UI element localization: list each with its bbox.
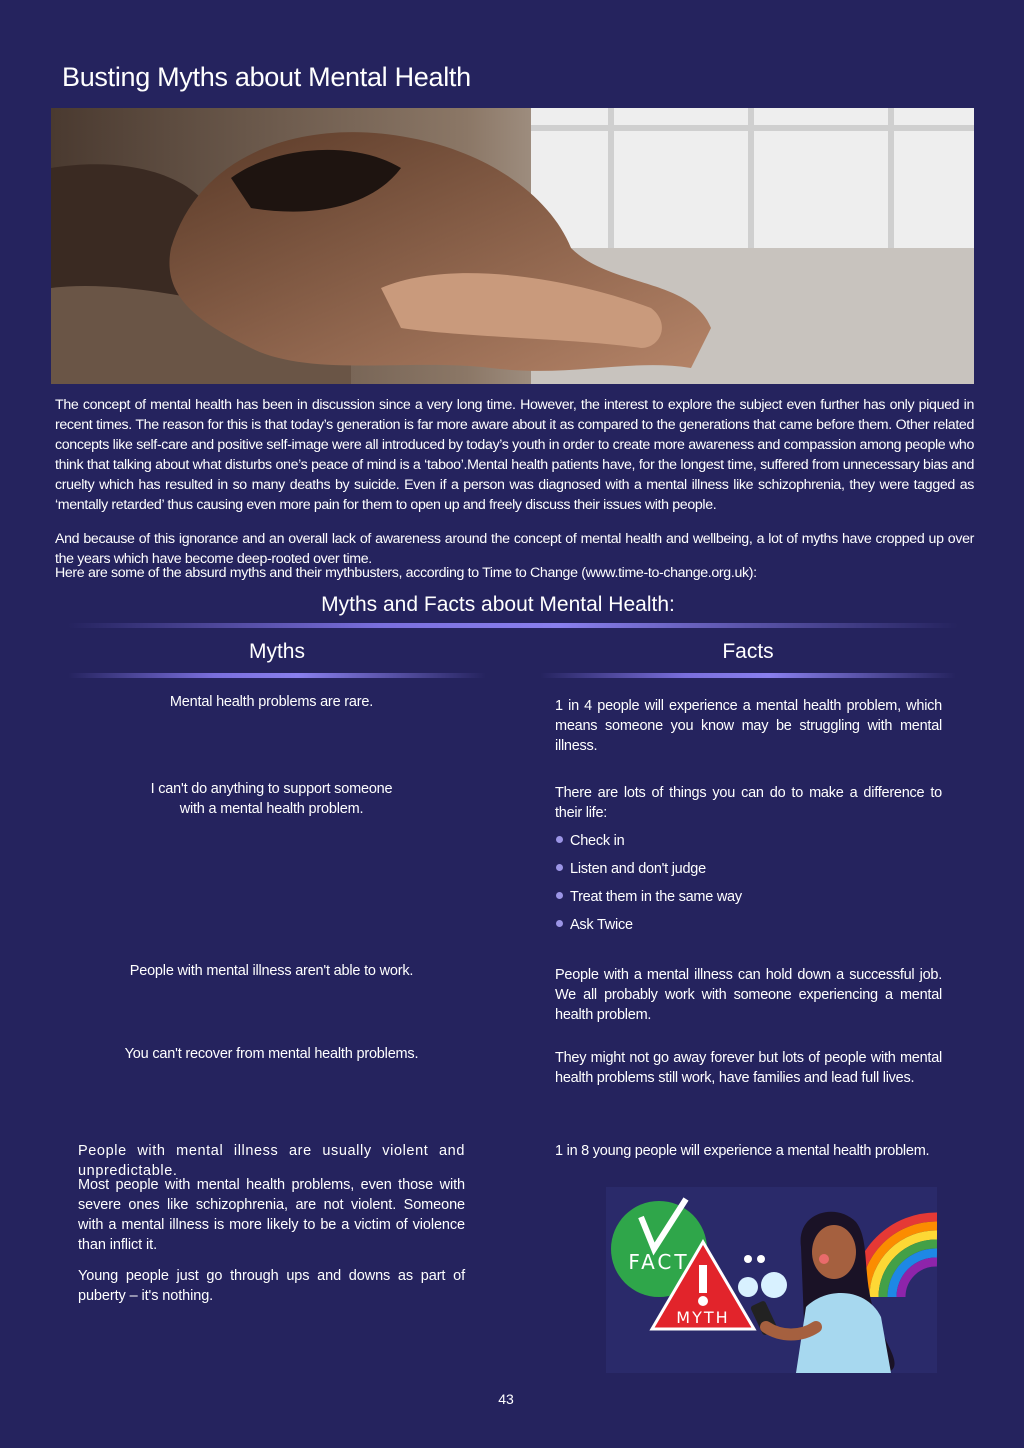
fact-text: 1 in 8 young people will experience a mental health problem.	[555, 1143, 930, 1159]
facts-header: Facts	[722, 640, 774, 663]
distressed-man-photo	[51, 108, 974, 384]
myth-text: People with mental illness are usually violent and unpredictable.	[78, 1143, 465, 1179]
section-title: Myths and Facts about Mental Health:	[321, 593, 675, 616]
intro-paragraph-3: Here are some of the absurd myths and their mythbusters, according to Time to Change (www.time-to-change.org.uk):	[55, 565, 757, 581]
myth-label: MYTH	[676, 1308, 730, 1327]
bullet-item: Listen and don't judge	[556, 859, 706, 879]
myth-text: with a mental health problem.	[179, 801, 364, 817]
fact-text: They might not go away forever but lots of people with mental health problems still work, have families and lead full lives.	[555, 1050, 942, 1086]
section-divider	[68, 623, 958, 628]
violence-fact-text: Most people with mental health problems, even those with severe ones like schizophrenia, are not violent. Someone with a mental illness is more likely to be a victim of violence than inflict it.	[78, 1177, 465, 1253]
bullet-dot-icon	[556, 892, 563, 899]
bullet-dot-icon	[556, 864, 563, 871]
fact-text: 1 in 4 people will experience a mental health problem, which means someone you know may be struggling with mental illness.	[555, 698, 942, 754]
fact-myth-illustration	[606, 1187, 937, 1373]
photo-illustration	[51, 108, 974, 384]
fact-myth-art	[606, 1187, 937, 1373]
myths-divider	[68, 673, 486, 678]
myth-text: I can't do anything to support someone	[150, 781, 393, 797]
woman-face	[812, 1225, 856, 1279]
bullet-dot-icon	[556, 836, 563, 843]
facts-divider	[540, 673, 956, 678]
puberty-myth-text: Young people just go through ups and downs as part of puberty – it's nothing.	[78, 1268, 465, 1304]
myth-text: Mental health problems are rare.	[169, 694, 374, 710]
page-title: Busting Myths about Mental Health	[62, 62, 471, 92]
intro-paragraph-2: And because of this ignorance and an overall lack of awareness around the concept of mental health and wellbeing, a lot of myths have cropped up over the years which have become deep-rooted over time.	[55, 531, 974, 567]
myth-text: People with mental illness aren't able to work.	[129, 963, 414, 979]
fact-text: People with a mental illness can hold down a successful job. We all probably work with someone experiencing a mental health problem.	[555, 967, 942, 1023]
myths-header: Myths	[248, 640, 305, 663]
page-number: 43	[498, 1391, 514, 1407]
fact-label: FACT	[628, 1250, 690, 1274]
intro-paragraph: The concept of mental health has been in discussion since a very long time. However, the interest to explore the subject even further has only piqued in recent times. The reason for this is that today’s generation is far more aware about it as compared to the generations that came before them. Other related concepts like self-care and positive self-image were all introduced by today’s youth in order to create more awareness and compassion among people who think that talking about what disturbs one’s peace of mind is a ‘taboo’.Mental health patients have, for the longest time, suffered from unnecessary bias and cruelty which has resulted in so many deaths by suicide. Even if a person was diagnosed with a mental illness like schizophrenia, they were tagged as ‘mentally retarded’ thus causing even more pain for them to open up and freely discuss their issues with people.	[55, 397, 974, 513]
myth-text: You can't recover from mental health problems.	[124, 1046, 419, 1062]
bullet-item: Check in	[556, 831, 624, 851]
bullet-dot-icon	[556, 920, 563, 927]
bullet-item: Treat them in the same way	[556, 887, 742, 907]
fact-text: There are lots of things you can do to make a difference to their life:	[555, 785, 942, 821]
bullet-item: Ask Twice	[556, 915, 633, 935]
